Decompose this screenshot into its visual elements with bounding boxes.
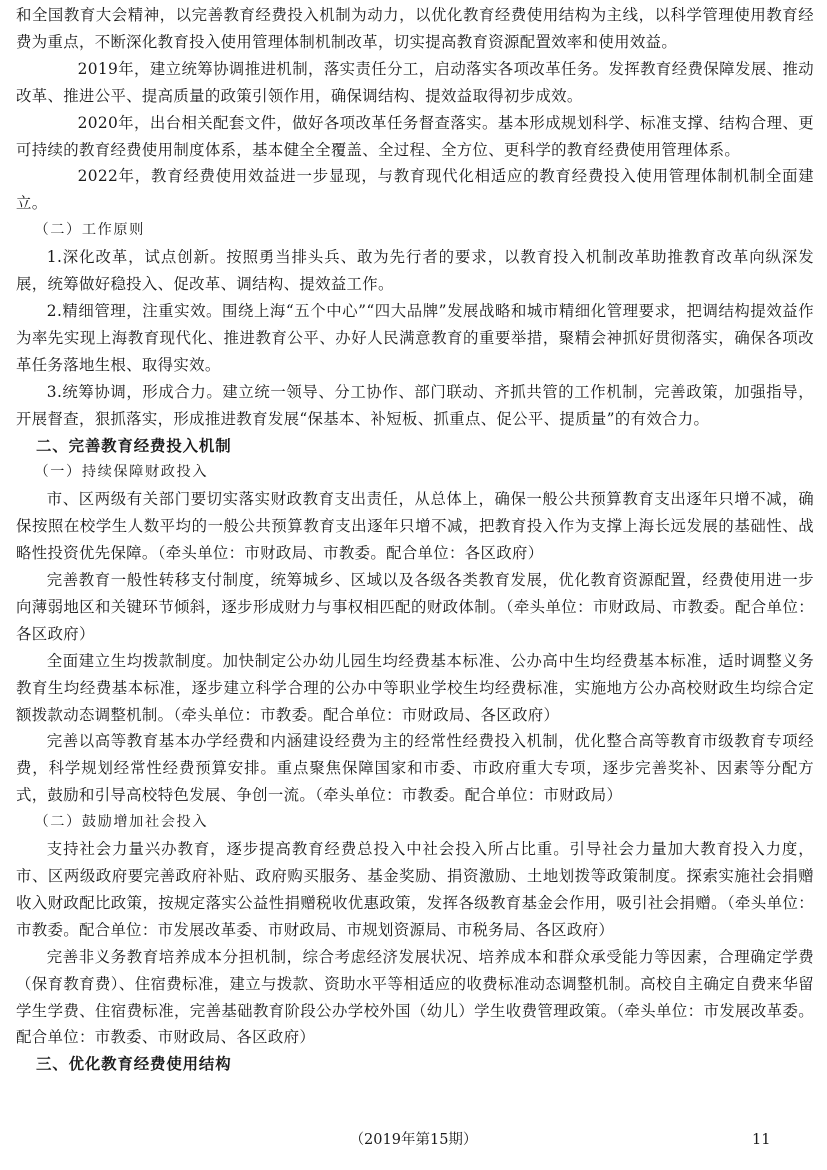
body-paragraph: 3.统筹协调，形成合力。建立统一领导、分工协作、部门联动、齐抓共管的工作机制，完善政策，加强指导，开展督查，狠抓落实，形成推进教育发展“保基本、补短板、抓重点、促公平、提质量”的有效合力。 bbox=[16, 382, 814, 428]
body-paragraph: 2.精细管理，注重实效。围绕上海“五个中心”“四大品牌”发展战略和城市精细化管理要求，把调结构提效益作为率先实现上海教育现代化、推进教育公平、办好人民满意教育的重要举措，聚精会神抓好贯彻落实，确保各项改革任务落地生根、取得实效。 bbox=[16, 301, 814, 374]
section-heading: 二、完善教育经费投入机制 bbox=[36, 436, 232, 455]
body-paragraph: 完善教育一般性转移支付制度，统筹城乡、区域以及各级各类教育发展，优化教育资源配置，经费使用进一步向薄弱地区和关键环节倾斜，逐步形成财力与事权相匹配的财政体制。（牵头单位：市财政局、市教委。配合单位：各区政府） bbox=[16, 571, 814, 643]
body-paragraph: 2019年，建立统筹协调推进机制，落实责任分工，启动落实各项改革任务。发挥教育经费保障发展、推动改革、推进公平、提高质量的政策引领作用，确保调结构、提效益取得初步成效。 bbox=[16, 59, 814, 105]
issue-label: （2019年第15期） bbox=[349, 1132, 478, 1148]
body-paragraph: 2022年，教育经费使用效益进一步显现，与教育现代化相适应的教育经费投入使用管理体制机制全面建立。 bbox=[16, 167, 814, 213]
body-paragraph: 完善以高等教育基本办学经费和内涵建设经费为主的经常性经费投入机制，优化整合高等教育市级教育专项经费，科学规划经常性经费预算安排。重点聚焦保障国家和市委、市政府重大专项，逐步完善奖补、因素等分配方式，鼓励和引导高校特色发展、争创一流。（牵头单位：市教委。配合单位：市财政局） bbox=[16, 732, 814, 805]
subsection-heading: （二）鼓励增加社会投入 bbox=[34, 814, 209, 831]
body-paragraph: 市、区两级有关部门要切实落实财政教育支出责任，从总体上，确保一般公共预算教育支出逐年只增不减，确保按照在校学生人数平均的一般公共预算教育支出逐年只增不减，把教育投入作为支撑上海长远发展的基础性、战略性投资优先保障。（牵头单位：市财政局、市教委。配合单位：各区政府） bbox=[16, 490, 814, 563]
body-paragraph: 全面建立生均拨款制度。加快制定公办幼儿园生均经费基本标准、公办高中生均经费基本标准，适时调整义务教育生均经费基本标准，逐步建立科学合理的公办中等职业学校生均经费标准，实施地方公办高校财政生均综合定额拨款动态调整机制。（牵头单位：市教委。配合单位：市财政局、各区政府） bbox=[16, 651, 814, 724]
subsection-heading: （二）工作原则 bbox=[34, 222, 145, 239]
body-paragraph: 支持社会力量兴办教育，逐步提高教育经费总投入中社会投入所占比重。引导社会力量加大教育投入力度，市、区两级政府要完善政府补贴、政府购买服务、基金奖励、捐资激励、土地划拨等政策制度。探索实施社会捐赠收入财政配比政策，按规定落实公益性捐赠税收优惠政策，发挥各级教育基金会作用，吸引社会捐赠。（牵头单位：市教委。配合单位：市发展改革委、市财政局、市规划资源局、市税务局、各区政府） bbox=[16, 840, 814, 939]
body-paragraph: 1.深化改革，试点创新。按照勇当排头兵、敢为先行者的要求，以教育投入机制改革助推教育改革向纵深发展，统筹做好稳投入、促改革、调结构、提效益工作。 bbox=[16, 248, 814, 294]
body-paragraph: 2020年，出台相关配套文件，做好各项改革任务督查落实。基本形成规划科学、标准支撑、结构合理、更可持续的教育经费使用制度体系，基本健全全覆盖、全过程、全方位、更科学的教育经费使用管理体系。 bbox=[16, 113, 814, 159]
subsection-heading: （一）持续保障财政投入 bbox=[34, 464, 209, 481]
body-paragraph: 和全国教育大会精神，以完善教育经费投入机制为动力，以优化教育经费使用结构为主线，以科学管理使用教育经费为重点，不断深化教育投入使用管理体制机制改革，切实提高教育资源配置效率和使用效益。 bbox=[16, 6, 814, 51]
body-paragraph: 完善非义务教育培养成本分担机制，综合考虑经济发展状况、培养成本和群众承受能力等因素，合理确定学费（保育教育费）、住宿费标准，建立与拨款、资助水平等相适应的收费标准动态调整机制。高校自主确定自费来华留学生学费、住宿费标准，完善基础教育阶段公办学校外国（幼儿）学生收费管理政策。（牵头单位：市发展改革委。配合单位：市教委、市财政局、各区政府） bbox=[16, 947, 814, 1047]
page-number: 11 bbox=[752, 1132, 771, 1148]
document-body bbox=[16, 2, 814, 1078]
page-footer bbox=[0, 1127, 827, 1153]
section-heading: 三、优化教育经费使用结构 bbox=[36, 1055, 232, 1074]
